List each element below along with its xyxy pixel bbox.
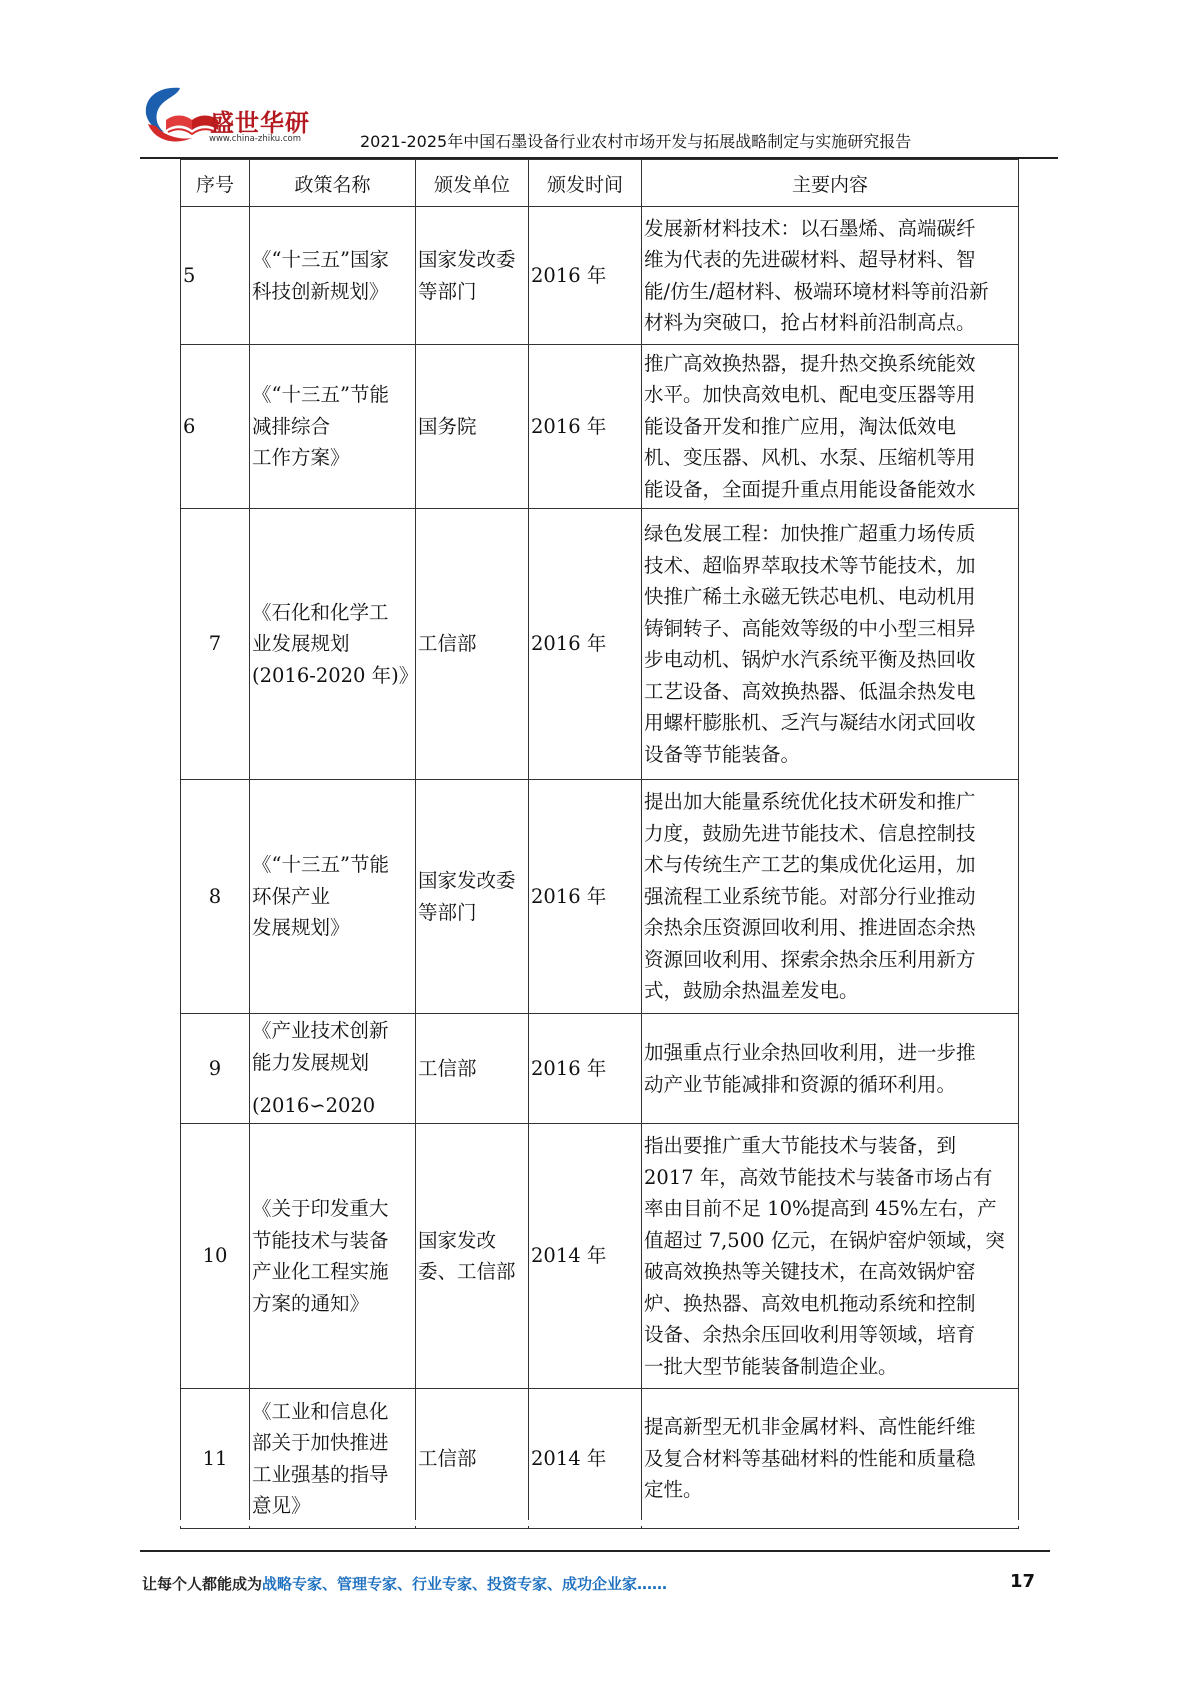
table-row bbox=[181, 345, 1019, 509]
header-date: 颁发时间 bbox=[529, 160, 642, 207]
issuing-unit bbox=[416, 1389, 529, 1529]
content-line: 率由目前不足 10%提高到 45%左右，产 bbox=[644, 1197, 997, 1220]
name-line: 减排综合 bbox=[252, 414, 331, 438]
name-line: 《产业技术创新 bbox=[252, 1019, 389, 1043]
name-line: 《“十三五”国家 bbox=[252, 248, 389, 271]
name-line: 科技创新规划》 bbox=[252, 279, 389, 303]
policy-name bbox=[250, 509, 419, 780]
content-line: 维为代表的先进碳材料、超导材料、智 bbox=[644, 248, 976, 271]
content-line: 用螺杆膨胀机、乏汽与凝结水闭式回收 bbox=[644, 711, 976, 734]
policy-name bbox=[250, 345, 416, 509]
policy-name bbox=[250, 1014, 416, 1124]
header-content: 主要内容 bbox=[642, 160, 1019, 207]
issue-date: 2016 年 bbox=[529, 345, 642, 509]
content-line: 提高新型无机非金属材料、高性能纤维 bbox=[644, 1415, 976, 1439]
policy-name bbox=[250, 1389, 416, 1529]
content-line: 术与传统生产工艺的集成优化运用，加 bbox=[644, 853, 976, 877]
content-line: 式，鼓励余热温差发电。 bbox=[644, 979, 859, 1003]
policy-name bbox=[250, 780, 416, 1014]
content-line: 破高效换热等关键技术，在高效锅炉窑 bbox=[644, 1260, 976, 1283]
content-line: 能设备，全面提升重点用能设备能效水 bbox=[644, 477, 976, 501]
content-line: 动产业节能减排和资源的循环利用。 bbox=[644, 1072, 957, 1096]
content-line: 力度，鼓励先进节能技术、信息控制技 bbox=[644, 821, 976, 845]
row-number: 5 bbox=[181, 207, 250, 345]
content-line: 快推广稀土永磁无铁芯电机、电动机用 bbox=[644, 585, 976, 608]
content-line: 定性。 bbox=[644, 1478, 703, 1502]
name-line: 环保产业 bbox=[252, 884, 331, 908]
logo-url: www.china-zhiku.com bbox=[209, 134, 301, 144]
main-content bbox=[642, 207, 1019, 345]
name-line: 能力发展规划 bbox=[252, 1050, 370, 1074]
unit-line: 工信部 bbox=[418, 1446, 477, 1470]
name-line: 发展规划》 bbox=[252, 916, 350, 940]
issue-date: 2016 年 bbox=[529, 780, 642, 1014]
issue-date: 2016 年 bbox=[529, 509, 642, 780]
name-line: 《石化和化学工 bbox=[252, 600, 389, 624]
main-content bbox=[642, 1124, 1019, 1389]
content-line: 水平。加快高效电机、配电变压器等用 bbox=[644, 383, 976, 407]
name-line: 方案的通知》 bbox=[252, 1291, 370, 1315]
name-line: 《工业和信息化 bbox=[252, 1399, 389, 1423]
content-line: 设备等节能装备。 bbox=[644, 742, 801, 766]
content-line: 指出要推广重大节能技术与装备，到 bbox=[644, 1134, 957, 1157]
header-name: 政策名称 bbox=[250, 160, 416, 207]
issuing-unit bbox=[416, 1124, 529, 1389]
issue-date: 2016 年 bbox=[529, 207, 642, 345]
content-line: 值超过 7,500 亿元，在锅炉窑炉领域，突 bbox=[644, 1228, 1005, 1252]
table-row bbox=[181, 207, 1019, 345]
row-number: 11 bbox=[181, 1389, 250, 1529]
content-line: 机、变压器、风机、水泵、压缩机等用 bbox=[644, 446, 976, 470]
content-line: 加强重点行业余热回收利用，进一步推 bbox=[644, 1041, 976, 1064]
main-content bbox=[642, 345, 1019, 509]
content-line: 资源回收利用、探索余热余压利用新方 bbox=[644, 947, 976, 971]
table-row bbox=[181, 509, 1019, 780]
unit-line: 国家发改 bbox=[418, 1228, 497, 1252]
issuing-unit bbox=[416, 207, 529, 345]
content-line: 设备、余热余压回收利用等领域，培育 bbox=[644, 1323, 976, 1346]
content-line: 提出加大能量系统优化技术研发和推广 bbox=[644, 790, 976, 814]
table-row bbox=[181, 1124, 1019, 1389]
footer-roles: 战略专家、管理专家、行业专家、投资专家、成功企业家…… bbox=[262, 1575, 668, 1593]
policy-table bbox=[180, 159, 1019, 1529]
page-number: 17 bbox=[1010, 1571, 1036, 1592]
unit-line: 工信部 bbox=[418, 632, 477, 656]
content-line: 能/仿生/超材料、极端环境材料等前沿新 bbox=[644, 279, 989, 303]
name-line: 节能技术与装备 bbox=[252, 1228, 389, 1252]
row-number: 6 bbox=[181, 345, 250, 509]
unit-line: 等部门 bbox=[418, 900, 477, 924]
policy-name bbox=[250, 1124, 416, 1389]
issue-date: 2014 年 bbox=[529, 1124, 642, 1389]
content-line: 绿色发展工程：加快推广超重力场传质 bbox=[644, 522, 976, 545]
footer-slogan bbox=[142, 1573, 667, 1594]
content-line: 推广高效换热器，提升热交换系统能效 bbox=[644, 351, 976, 375]
unit-line: 工信部 bbox=[418, 1056, 477, 1080]
row-number: 9 bbox=[181, 1014, 250, 1124]
name-line: 产业化工程实施 bbox=[252, 1260, 389, 1283]
unit-line: 国务院 bbox=[418, 414, 477, 438]
name-line: 工业强基的指导 bbox=[252, 1462, 389, 1486]
content-line: 工艺设备、高效换热器、低温余热发电 bbox=[644, 679, 976, 703]
unit-line: 国家发改委 bbox=[418, 869, 516, 892]
content-line: 发展新材料技术：以石墨烯、高端碳纤 bbox=[644, 216, 976, 240]
content-line: 材料为突破口，抢占材料前沿制高点。 bbox=[644, 311, 976, 334]
main-content bbox=[642, 1014, 1019, 1124]
content-line: 步电动机、锅炉水汽系统平衡及热回收 bbox=[644, 648, 976, 671]
unit-line: 等部门 bbox=[418, 279, 477, 303]
issuing-unit bbox=[416, 509, 529, 780]
table-row bbox=[181, 1014, 1019, 1124]
content-line: 铸铜转子、高能效等级的中小型三相异 bbox=[644, 616, 976, 640]
name-line: (2016-2020 年)》 bbox=[252, 663, 419, 687]
header-no: 序号 bbox=[181, 160, 250, 207]
content-line: 余热余压资源回收利用、推进固态余热 bbox=[644, 916, 976, 940]
footer-prefix: 让每个人都能成为 bbox=[142, 1575, 263, 1593]
table-row bbox=[181, 780, 1019, 1014]
footer-divider bbox=[140, 1550, 1050, 1552]
issue-date: 2014 年 bbox=[529, 1389, 642, 1529]
name-line: 工作方案》 bbox=[252, 446, 350, 470]
row-number: 10 bbox=[181, 1124, 250, 1389]
issuing-unit bbox=[416, 1014, 529, 1124]
name-line: 意见》 bbox=[252, 1494, 311, 1517]
name-line: 《“十三五”节能 bbox=[252, 383, 389, 407]
row-number: 7 bbox=[181, 509, 250, 780]
table-page-break bbox=[180, 1520, 1020, 1526]
issue-date: 2016 年 bbox=[529, 1014, 642, 1124]
content-line: 一批大型节能装备制造企业。 bbox=[644, 1354, 898, 1378]
header-unit: 颁发单位 bbox=[416, 160, 529, 207]
table-header-row bbox=[181, 160, 1019, 207]
unit-line: 国家发改委 bbox=[418, 248, 516, 271]
table-row bbox=[181, 1389, 1019, 1529]
content-line: 强流程工业系统节能。对部分行业推动 bbox=[644, 884, 976, 908]
logo-text: 盛世华研 bbox=[210, 109, 310, 137]
name-line: 《关于印发重大 bbox=[252, 1197, 389, 1220]
content-line: 能设备开发和推广应用，淘汰低效电 bbox=[644, 414, 957, 438]
main-content bbox=[642, 780, 1019, 1014]
issuing-unit bbox=[416, 780, 529, 1014]
policy-name bbox=[250, 207, 416, 345]
name-line: 部关于加快推进 bbox=[252, 1431, 389, 1454]
unit-line: 委、工信部 bbox=[418, 1260, 516, 1283]
report-title: 2021-2025年中国石墨设备行业农村市场开发与拓展战略制定与实施研究报告 bbox=[360, 132, 912, 151]
content-line: 及复合材料等基础材料的性能和质量稳 bbox=[644, 1446, 976, 1470]
main-content bbox=[642, 509, 1019, 780]
row-number: 8 bbox=[181, 780, 250, 1014]
main-content bbox=[642, 1389, 1019, 1529]
name-line: 业发展规划 bbox=[252, 632, 350, 656]
content-line: 2017 年，高效节能技术与装备市场占有 bbox=[644, 1165, 993, 1189]
name-line: 《“十三五”节能 bbox=[252, 853, 389, 877]
issuing-unit bbox=[416, 345, 529, 509]
name-line: (2016∽2020 bbox=[252, 1094, 376, 1118]
content-line: 技术、超临界萃取技术等节能技术，加 bbox=[644, 553, 976, 577]
content-line: 炉、换热器、高效电机拖动系统和控制 bbox=[644, 1291, 976, 1315]
